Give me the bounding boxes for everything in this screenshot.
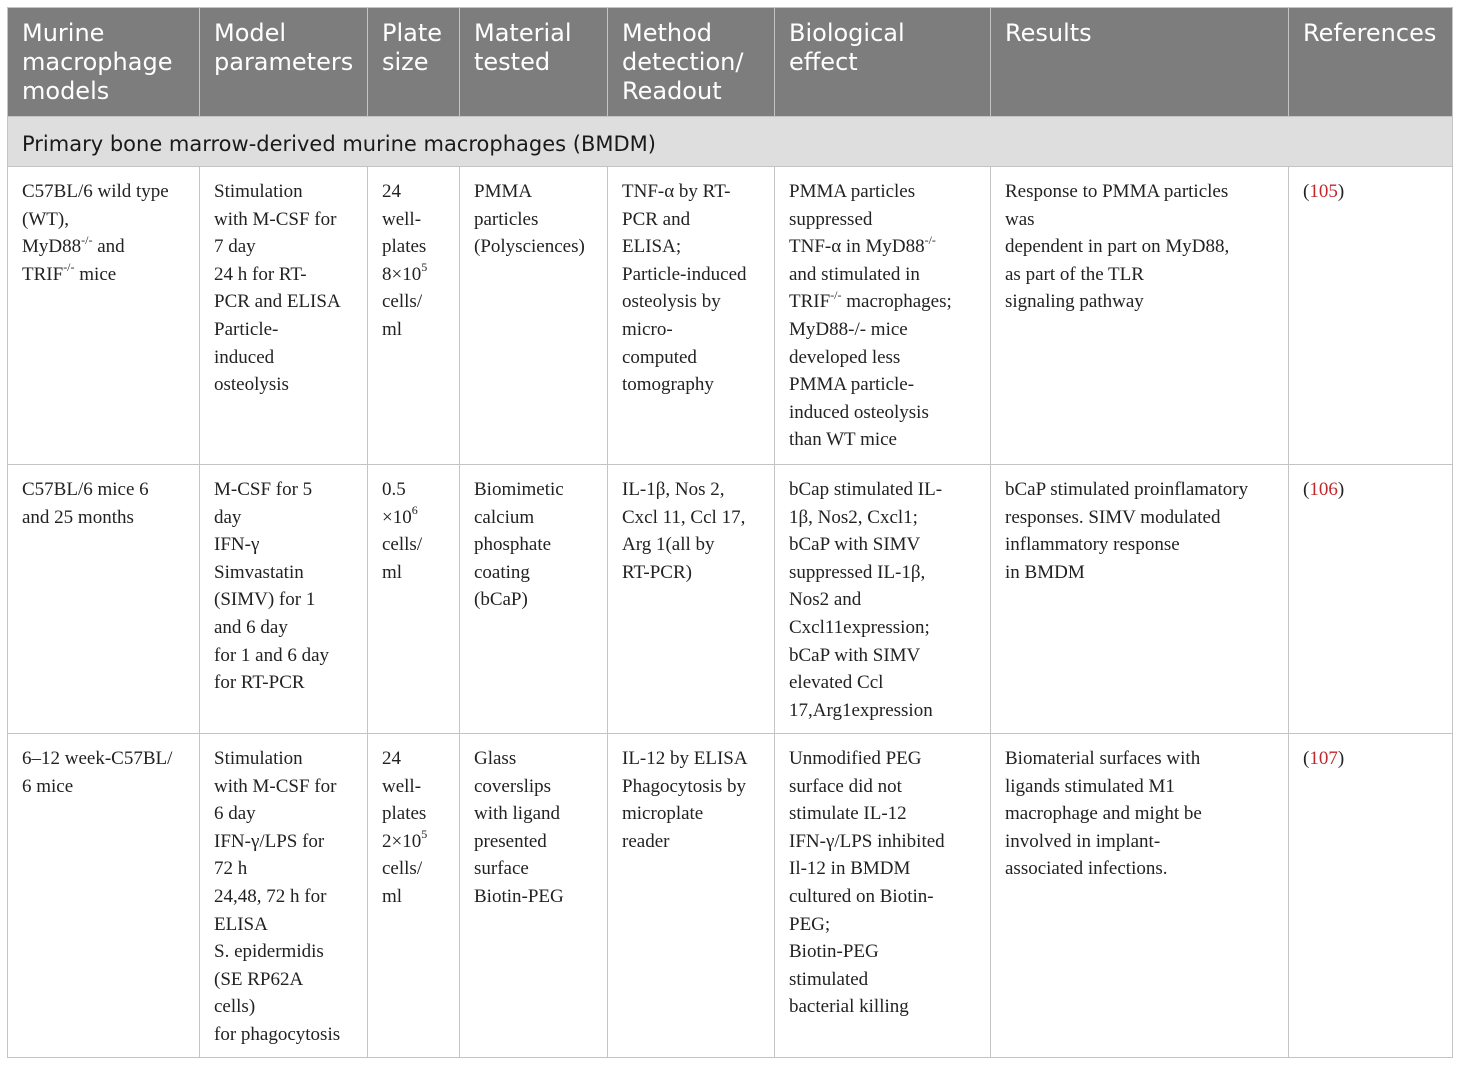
cell-plate-size: 0.5 $\times 10^6$ cells/ ml [368,465,460,734]
section-row [8,117,1453,167]
cell-material: Biomimetic calcium phosphate coating (bCaP) [460,465,608,734]
cell-reference: (107) [1289,734,1453,1058]
reference-link[interactable]: 106 [1309,479,1338,500]
table-row [8,465,1453,734]
cell-plate-size: 24 well- plates $8\times 10^5$ cells/ ml [368,167,460,465]
cell-material: Glass coverslips with ligand presented surface Biotin-PEG [460,734,608,1058]
cell-effect: Unmodified PEG surface did not stimulate IL-12 IFN-γ/LPS inhibited Il-12 in BMDM cultured on Biotin- PEG; Biotin-PEG stimulated bacterial killing [775,734,991,1058]
table-row [8,167,1453,465]
cell-method: IL-1β, Nos 2, Cxcl 11, Ccl 17, Arg 1(all by RT-PCR) [608,465,775,734]
macrophage-models-table [7,7,1453,1058]
cell-model: 6–12 week-C57BL/ 6 mice [8,734,200,1058]
cell-method: TNF-α by RT- PCR and ELISA; Particle-induced osteolysis by micro- computed tomography [608,167,775,465]
table-row [8,734,1453,1058]
header-biological-effect: Biological effect [775,8,991,117]
header-references: References [1289,8,1453,117]
header-material-tested: Material tested [460,8,608,117]
header-plate-size: Plate size [368,8,460,117]
cell-params: Stimulation with M-CSF for 7 day 24 h for RT- PCR and ELISA Particle- induced osteolysis [200,167,368,465]
header-row [8,8,1453,117]
header-method-detection: Method detection/ Readout [608,8,775,117]
cell-results: Biomaterial surfaces with ligands stimulated M1 macrophage and might be involved in implant- associated infections. [991,734,1289,1058]
reference-link[interactable]: 105 [1309,181,1338,202]
reference-link[interactable]: 107 [1309,748,1338,769]
cell-material: PMMA particles (Polysciences) [460,167,608,465]
cell-params: Stimulation with M-CSF for 6 day IFN-γ/LPS for 72 h 24,48, 72 h for ELISA S. epidermidis (SE RP62A cells) for phagocytosis [200,734,368,1058]
header-murine-models: Murine macrophage models [8,8,200,117]
cell-results: bCaP stimulated proinflamatory responses. SIMV modulated inflammatory response in BMDM [991,465,1289,734]
cell-method: IL-12 by ELISA Phagocytosis by microplate reader [608,734,775,1058]
cell-effect: bCap stimulated IL- 1β, Nos2, Cxcl1; bCaP with SIMV suppressed IL-1β, Nos2 and Cxcl11expression; bCaP with SIMV elevated Ccl 17,Arg1expression [775,465,991,734]
header-model-parameters: Model parameters [200,8,368,117]
cell-params: M-CSF for 5 day IFN-γ Simvastatin (SIMV) for 1 and 6 day for 1 and 6 day for RT-PCR [200,465,368,734]
cell-model: C57BL/6 wild type (WT), MyD88-/- and TRIF-/- mice [8,167,200,465]
section-title: Primary bone marrow-derived murine macrophages (BMDM) [8,117,1453,167]
header-results: Results [991,8,1289,117]
cell-results: Response to PMMA particles was dependent in part on MyD88, as part of the TLR signaling pathway [991,167,1289,465]
cell-model: C57BL/6 mice 6 and 25 months [8,465,200,734]
cell-reference: (106) [1289,465,1453,734]
cell-effect: PMMA particles suppressed TNF-α in MyD88-/- and stimulated in TRIF-/- macrophages; MyD88-/- mice developed less PMMA particle- induced osteolysis than WT mice [775,167,991,465]
cell-reference: (105) [1289,167,1453,465]
cell-plate-size: 24 well- plates $2\times 10^5$ cells/ ml [368,734,460,1058]
